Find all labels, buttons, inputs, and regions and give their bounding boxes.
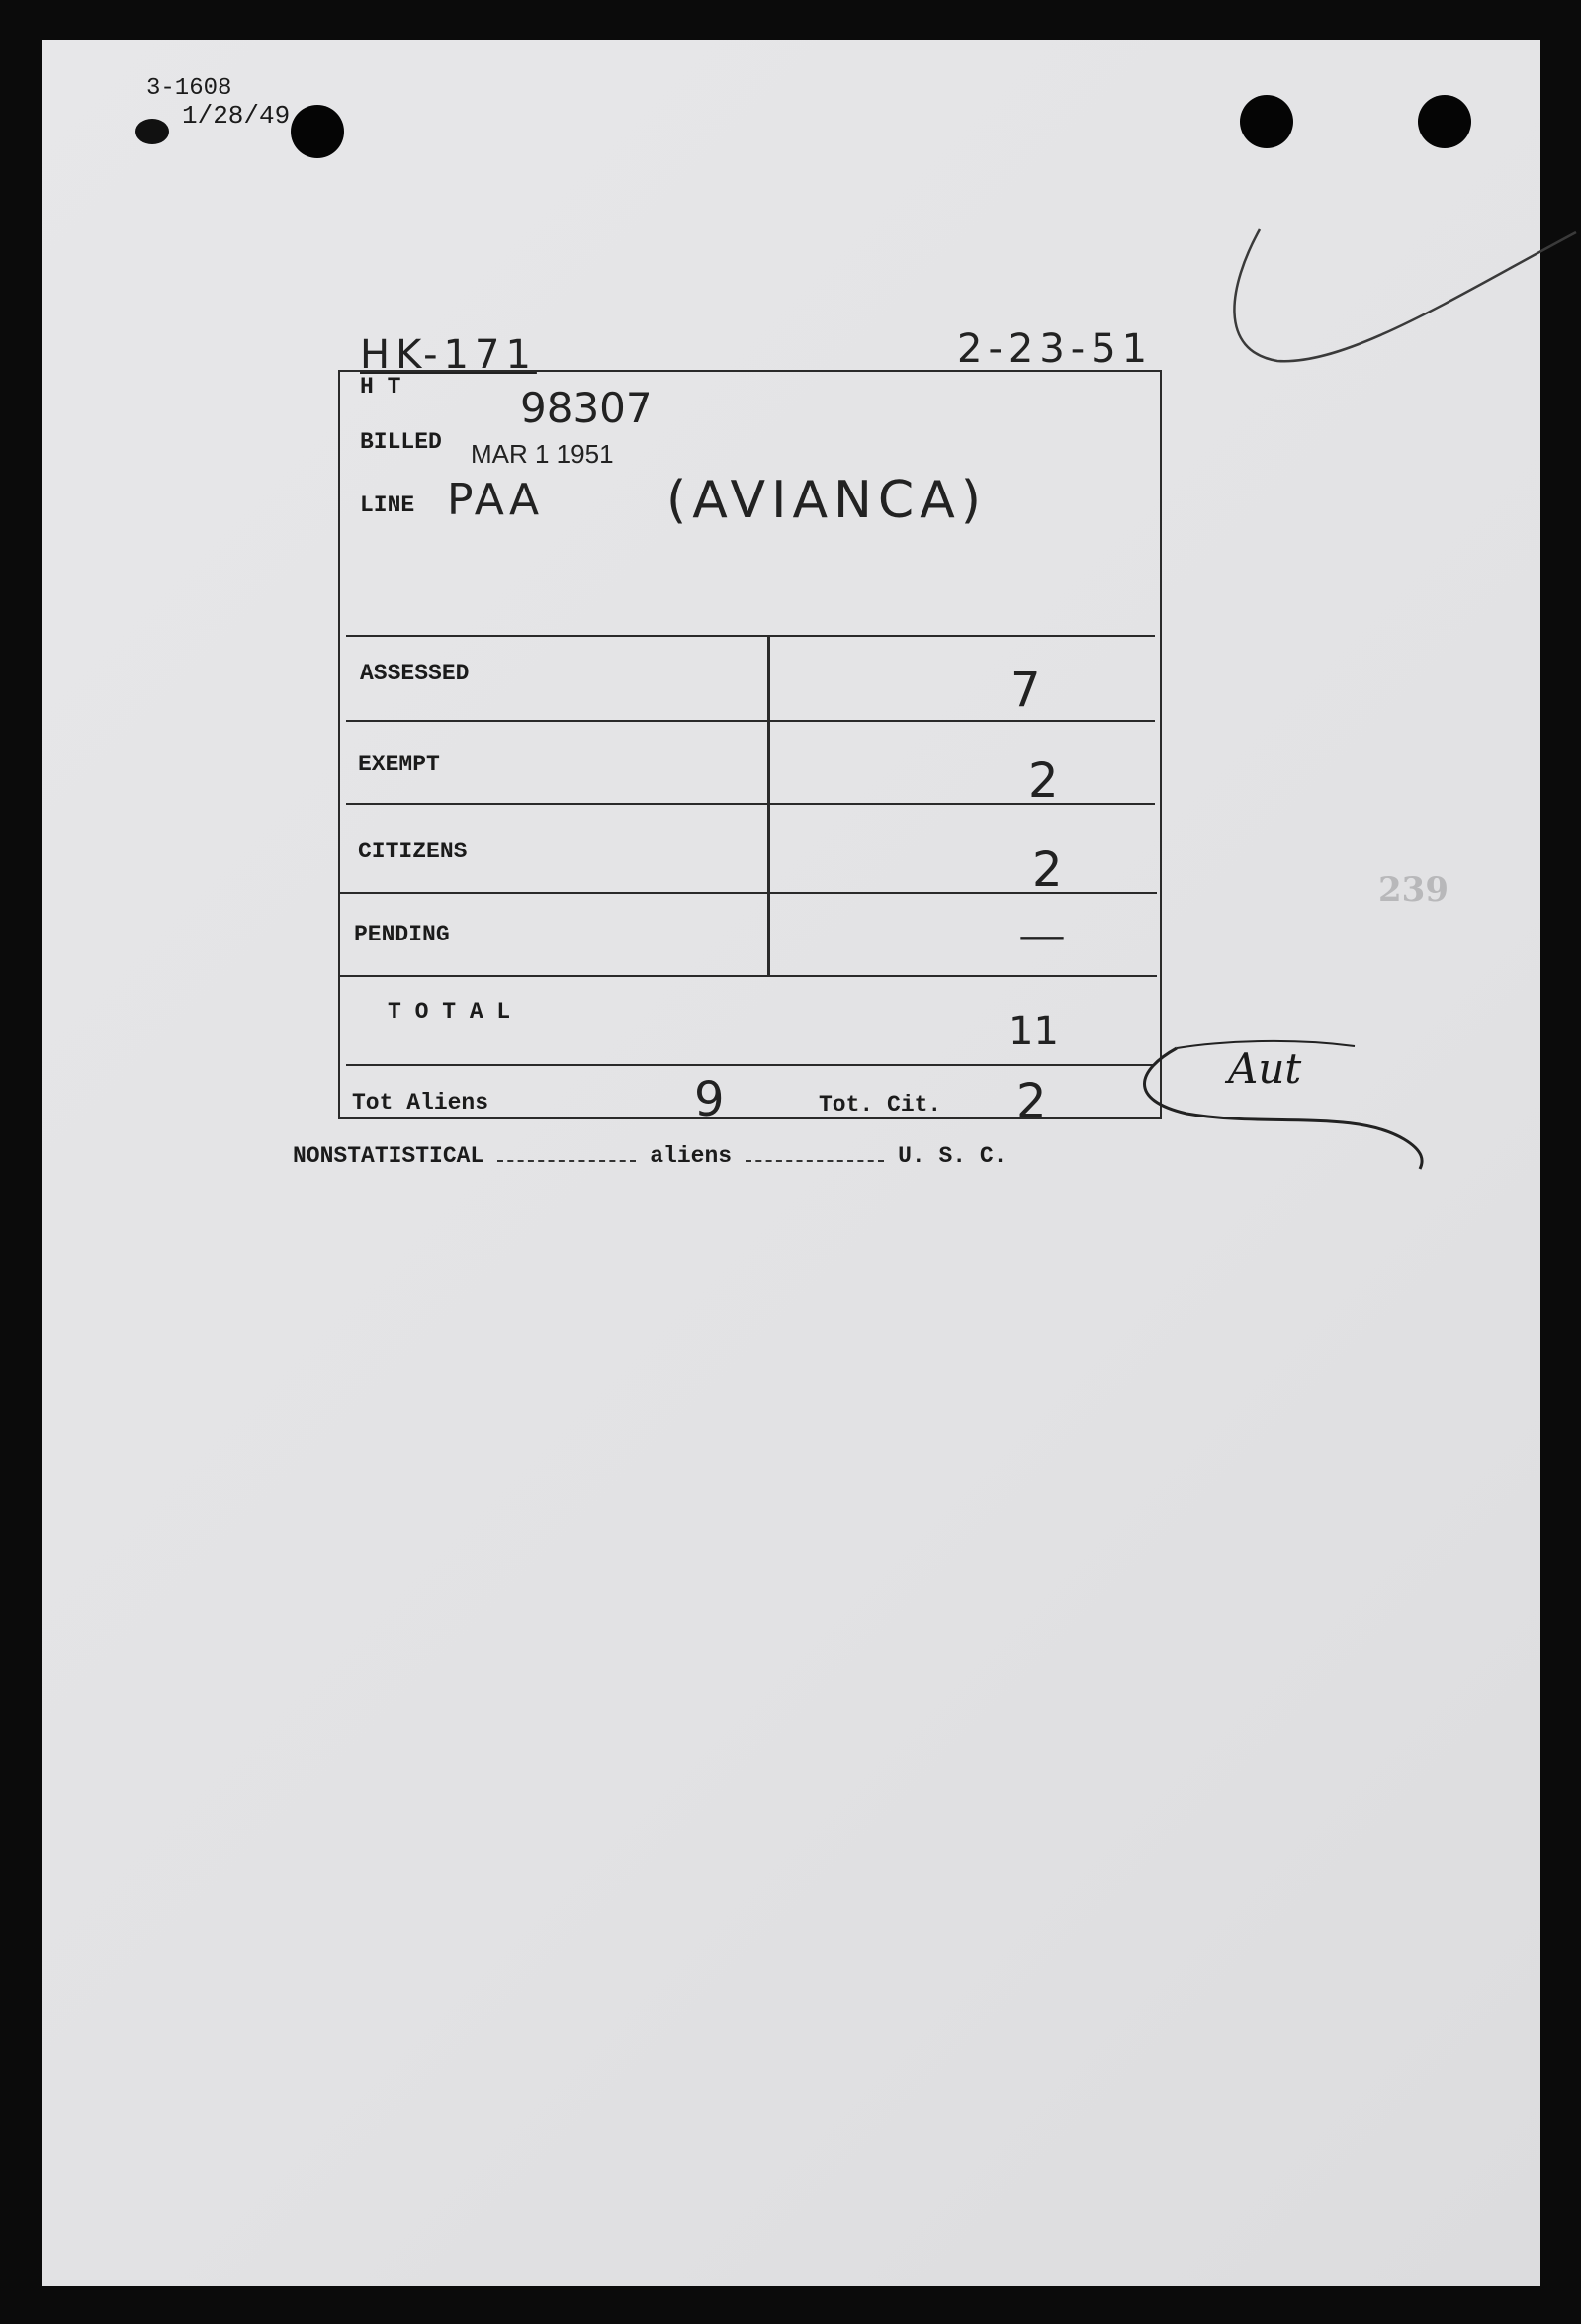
pending-label: PENDING (354, 922, 450, 947)
citizens-label: CITIZENS (358, 839, 468, 864)
total-label: T O T A L (388, 999, 511, 1025)
row-divider (346, 635, 1155, 637)
nonstatistical-label: NONSTATISTICAL (293, 1143, 484, 1169)
page-number: 239 (1378, 870, 1449, 910)
tot-cit-label: Tot. Cit. (819, 1092, 942, 1117)
form-revision: 1/28/49 (182, 101, 291, 131)
hk-number: HK-171 (360, 332, 537, 378)
nonstatistical-line (293, 1143, 1007, 1169)
row-divider (340, 975, 1157, 977)
form-number: 3-1608 (146, 75, 232, 102)
tot-aliens-label: Tot Aliens (352, 1090, 489, 1116)
signature (1117, 1030, 1493, 1179)
line-label: LINE (360, 492, 415, 518)
total-value: 11 (1009, 1009, 1059, 1054)
handwritten-date: 2-23-51 (957, 326, 1154, 372)
ht-number: 98307 (520, 384, 653, 432)
signature-flourish (1117, 1030, 1493, 1179)
line-value: PAA (447, 475, 544, 525)
tot-aliens-value: 9 (694, 1072, 725, 1127)
check-mark-stroke (1208, 178, 1581, 415)
tot-cit-value: 2 (1016, 1074, 1047, 1129)
aliens-blank (746, 1159, 884, 1162)
assessed-label: ASSESSED (360, 661, 470, 686)
aliens-label: aliens (650, 1143, 733, 1169)
document-page (42, 40, 1540, 2286)
manifest-form (338, 370, 1162, 1129)
punch-hole-left (291, 105, 344, 158)
nonstat-blank (497, 1159, 636, 1162)
assessed-value: 7 (1010, 663, 1041, 718)
usc-label: U. S. C. (898, 1143, 1008, 1169)
exempt-label: EXEMPT (358, 752, 440, 777)
row-divider (346, 720, 1155, 722)
billed-stamp: MAR 1 1951 (471, 439, 614, 469)
exempt-value: 2 (1028, 754, 1059, 809)
corner-ink-blot (135, 119, 169, 144)
pending-value: — (1018, 908, 1066, 963)
citizens-value: 2 (1032, 843, 1063, 898)
signature-text: Aut (1228, 1044, 1302, 1093)
ht-label: H T (360, 374, 401, 400)
punch-hole-right (1418, 95, 1471, 148)
row-divider (346, 1064, 1155, 1066)
billed-label: BILLED (360, 429, 442, 455)
column-divider (767, 635, 770, 975)
line-note: (AVIANCA) (666, 471, 988, 530)
punch-hole-middle (1240, 95, 1293, 148)
